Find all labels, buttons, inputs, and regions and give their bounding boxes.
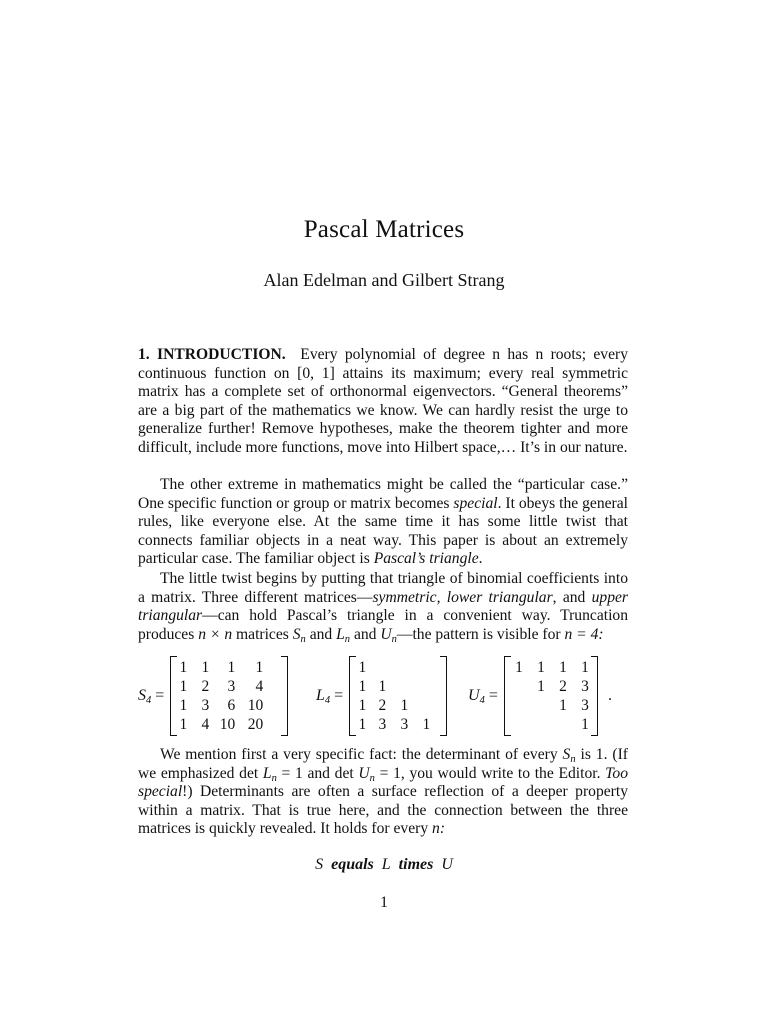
matrix-S4-cell: 20 (247, 716, 264, 733)
matrix-S4-cell: 1 (201, 659, 210, 676)
matrix-L4-cell: 1 (422, 716, 431, 733)
paragraph-4-text-d: = 1, you would write to the Editor. (374, 764, 606, 782)
matrix-U4-label: $U_4$ = (468, 687, 498, 706)
equation-word-times: times (398, 856, 434, 873)
paragraph-4-text-c: = 1 and det (276, 764, 359, 782)
matrix-S4-label: $S_4$ = (138, 687, 165, 706)
pascal-matrices-display (138, 655, 628, 737)
matrix-S4-cell: 6 (227, 697, 236, 714)
math-n-colon: n: (432, 820, 446, 838)
math-Ln: $L_n$ (336, 625, 351, 645)
page-number: 1 (380, 894, 388, 911)
matrix-S4-cell: 10 (219, 716, 236, 733)
matrix-S4-cell: 3 (227, 678, 236, 695)
paragraph-3-text-f: and (350, 625, 381, 643)
matrix-L4-cell: 1 (358, 659, 367, 676)
matrix-S4-cell: 1 (227, 659, 236, 676)
math-Un-2: $U_n$ (358, 764, 375, 784)
paragraph-3-text-b: , and (552, 588, 592, 606)
emphasis-pascals-triangle: Pascal’s triangle (373, 550, 479, 568)
paragraph-1-text: Every polynomial of degree n has n roots; every continuous function on [0, 1] attains its maximum; every real symmetric matrix has a complete set of orthonormal eigenvectors. “General theorems” are a big part of the mathematics we know. We can hardly resist the urge to generalize further! Remove hypotheses, make the theorem tighter and more difficult, include more functions, move into Hilbert space,… It’s in our nature. (138, 346, 629, 456)
matrix-S4-cell: 1 (179, 716, 188, 733)
emphasis-upper-triangular: upper triangular (138, 588, 628, 625)
intro-paragraph-2 (138, 476, 628, 569)
matrix-U4-cell: 1 (537, 659, 545, 676)
paragraph-2-text-a: The other extreme in mathematics might be called the “particular case.” One specific function or group or matrix becomes (138, 476, 628, 512)
matrix-S4-cell: 1 (179, 697, 188, 714)
matrix-U4-cell: 1 (559, 697, 567, 714)
paragraph-3-text-a: The little twist begins by putting that triangle of binomial coefficients into a matrix. Three different matrices— (138, 570, 628, 606)
matrices-period: . (608, 687, 612, 704)
equation-word-equals: equals (331, 856, 374, 873)
paragraph-4-text-a: We mention first a very specific fact: the determinant of every (160, 746, 563, 763)
math-n-equals-4: n = 4: (564, 625, 604, 643)
paragraph-2-text-b: . It obeys the general rules, like everyone else. At the same time it has some little twist that connects familiar objects in a neat way. This paper is about an extremely particular case. The familiar object is (138, 494, 628, 568)
section-heading: INTRODUCTION. (157, 346, 286, 363)
matrix-S4-cell: 4 (255, 678, 264, 695)
intro-paragraph-4 (138, 746, 628, 839)
matrix-U4-block (468, 655, 598, 737)
display-equation: S equals L times U (315, 856, 453, 873)
matrix-L4-cell: 1 (400, 697, 409, 714)
matrix-S4-cell: 3 (201, 697, 210, 714)
intro-paragraph-3 (138, 570, 628, 644)
emphasis-matrix-types: symmetric, lower triangular (372, 588, 553, 606)
math-n-by-n: n × n (198, 625, 233, 643)
matrix-L4-cell: 3 (378, 716, 387, 733)
matrix-U4-cell: 3 (581, 697, 589, 714)
matrix-U4-cell: 1 (515, 659, 523, 676)
matrix-L4-cell: 1 (378, 678, 387, 695)
math-Sn-2: $S_n$ (562, 746, 576, 765)
paragraph-4-text-b: is 1. (If we emphasized det (138, 746, 628, 782)
matrix-S4-cell: 1 (179, 678, 188, 695)
matrix-U4-cell: 1 (537, 678, 545, 695)
paper-title: Pascal Matrices (303, 216, 465, 243)
paragraph-3-text-d: matrices (232, 625, 293, 643)
math-Ln-2: $L_n$ (262, 764, 277, 784)
matrix-L4-cell: 1 (358, 697, 367, 714)
matrix-U4 (504, 656, 598, 736)
matrix-U4-cell: 3 (581, 678, 589, 695)
paper-authors: Alan Edelman and Gilbert Strang (263, 270, 505, 290)
matrix-S4-cell: 1 (179, 659, 188, 676)
intro-paragraph-1 (138, 346, 628, 458)
matrix-L4-cell: 3 (400, 716, 409, 733)
paragraph-3-text-g: —the pattern is visible for (396, 625, 565, 643)
paragraph-2-text-c: . (478, 550, 483, 568)
matrix-L4-cell: 1 (358, 678, 367, 695)
matrix-L4-cell: 1 (358, 716, 367, 733)
emphasis-special: special (453, 494, 498, 512)
math-Un: $U_n$ (380, 625, 397, 645)
paragraph-3-text-c: —can hold Pascal’s triangle in a convenient way. Truncation produces (138, 607, 628, 643)
matrix-L4-block (316, 655, 447, 737)
matrix-L4-label: $L_4$ = (316, 687, 344, 706)
paragraph-4-text-e: !) Determinants are often a surface reflection of a deeper property within a matrix. That is true here, and the connection between the three matrices is quickly revealed. It holds for every (138, 783, 628, 838)
section-number: 1. (138, 346, 150, 363)
matrix-U4-cell: 1 (581, 659, 589, 676)
matrix-U4-cell: 1 (559, 659, 567, 676)
matrix-S4-cell: 4 (201, 716, 210, 733)
matrix-U4-cell: 1 (581, 716, 589, 733)
emphasis-too-special: Too special (138, 764, 628, 801)
matrix-U4-cell: 2 (559, 678, 567, 695)
matrix-S4-cell: 2 (201, 678, 210, 695)
matrix-L4 (349, 656, 447, 736)
matrix-S4-block (138, 655, 288, 737)
matrix-L4-cell: 2 (378, 697, 387, 714)
math-Sn: $S_n$ (292, 625, 306, 645)
matrix-S4-cell: 1 (255, 659, 264, 676)
matrix-S4 (170, 656, 288, 736)
matrix-S4-cell: 10 (247, 697, 264, 714)
paragraph-3-text-e: and (305, 625, 337, 643)
